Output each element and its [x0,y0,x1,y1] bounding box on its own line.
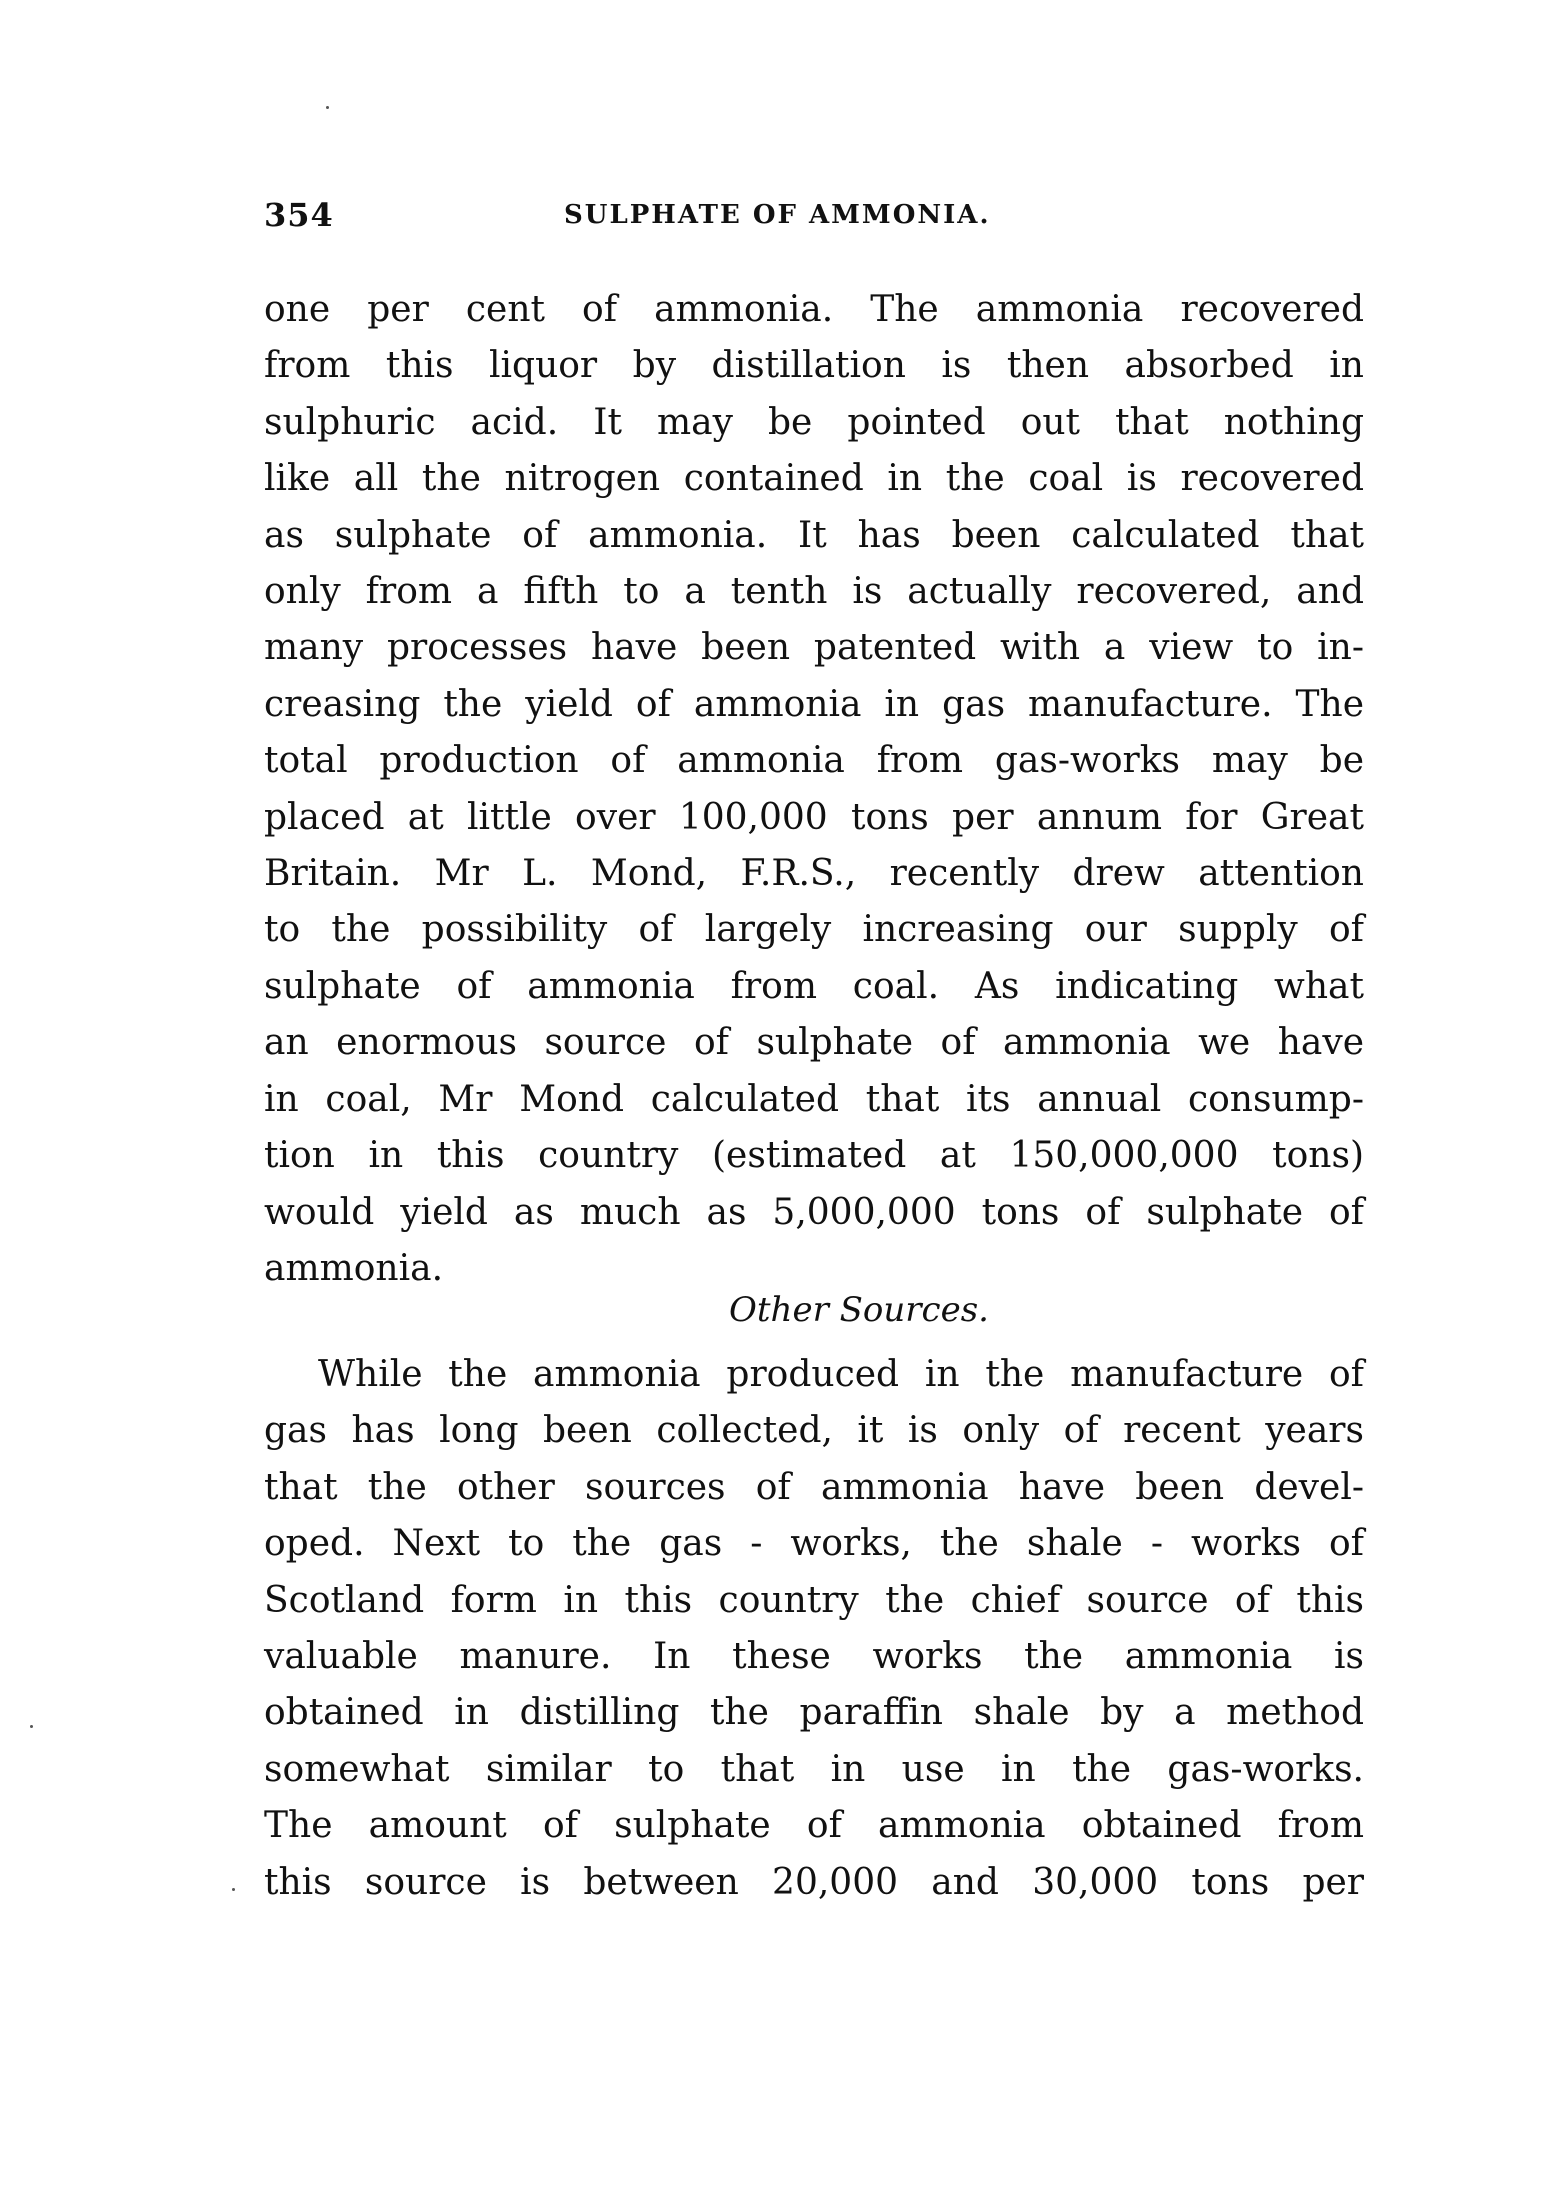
scan-speck [326,106,329,109]
text-line: in coal, Mr Mond calculated that its annual consump- [264,1078,1364,1120]
page-number: 354 [264,196,334,234]
paragraph-gas-works [264,282,1364,1297]
scan-speck [232,1888,235,1891]
text-line: sulphate of ammonia from coal. As indicating what [264,965,1364,1007]
text-line: valuable manure. In these works the ammonia is [264,1636,1364,1678]
section-heading: Other Sources. [729,1290,989,1330]
text-line: to the possibility of largely increasing our supply of [264,909,1364,951]
text-line: creasing the yield of ammonia in gas manufacture. The [264,683,1364,725]
text-line: one per cent of ammonia. The ammonia recovered [264,289,1364,330]
text-line: Scotland form in this country the chief source of this [264,1579,1364,1621]
text-line: oped. Next to the gas - works, the shale - works of [264,1523,1364,1565]
text-line: tion in this country (estimated at 150,000,000 tons) [264,1135,1364,1177]
text-line: somewhat similar to that in use in the gas-works. [264,1748,1364,1790]
text-line: that the other sources of ammonia have been devel- [264,1466,1364,1508]
text-line: gas has long been collected, it is only of recent years [264,1410,1364,1452]
text-line: Britain. Mr L. Mond, F.R.S., recently drew attention [264,853,1364,895]
text-line: from this liquor by distillation is then absorbed in [264,345,1364,387]
text-line: total production of ammonia from gas-works may be [264,740,1364,782]
text-line: The amount of sulphate of ammonia obtained from [264,1805,1364,1847]
scan-speck [30,1725,33,1728]
text-line: many processes have been patented with a view to in- [264,627,1364,669]
text-line: this source is between 20,000 and 30,000 tons per [264,1861,1364,1903]
text-line: ammonia. [264,1247,444,1289]
text-line: While the ammonia produced in the manufacture of [318,1354,1364,1395]
text-line: placed at little over 100,000 tons per annum for Great [264,796,1364,838]
text-line: as sulphate of ammonia. It has been calculated that [264,514,1364,556]
text-line: obtained in distilling the paraffin shale by a method [264,1692,1364,1734]
running-title: SULPHATE OF AMMONIA. [564,200,991,230]
text-line: like all the nitrogen contained in the coal is recovered [264,458,1364,500]
text-line: would yield as much as 5,000,000 tons of sulphate of [264,1191,1364,1233]
running-head [264,196,1364,246]
text-line: only from a fifth to a tenth is actually recovered, and [264,571,1364,613]
paragraph-other-sources [264,1347,1364,1911]
text-line: sulphuric acid. It may be pointed out that nothing [264,401,1364,443]
text-line: an enormous source of sulphate of ammonia we have [264,1022,1364,1064]
